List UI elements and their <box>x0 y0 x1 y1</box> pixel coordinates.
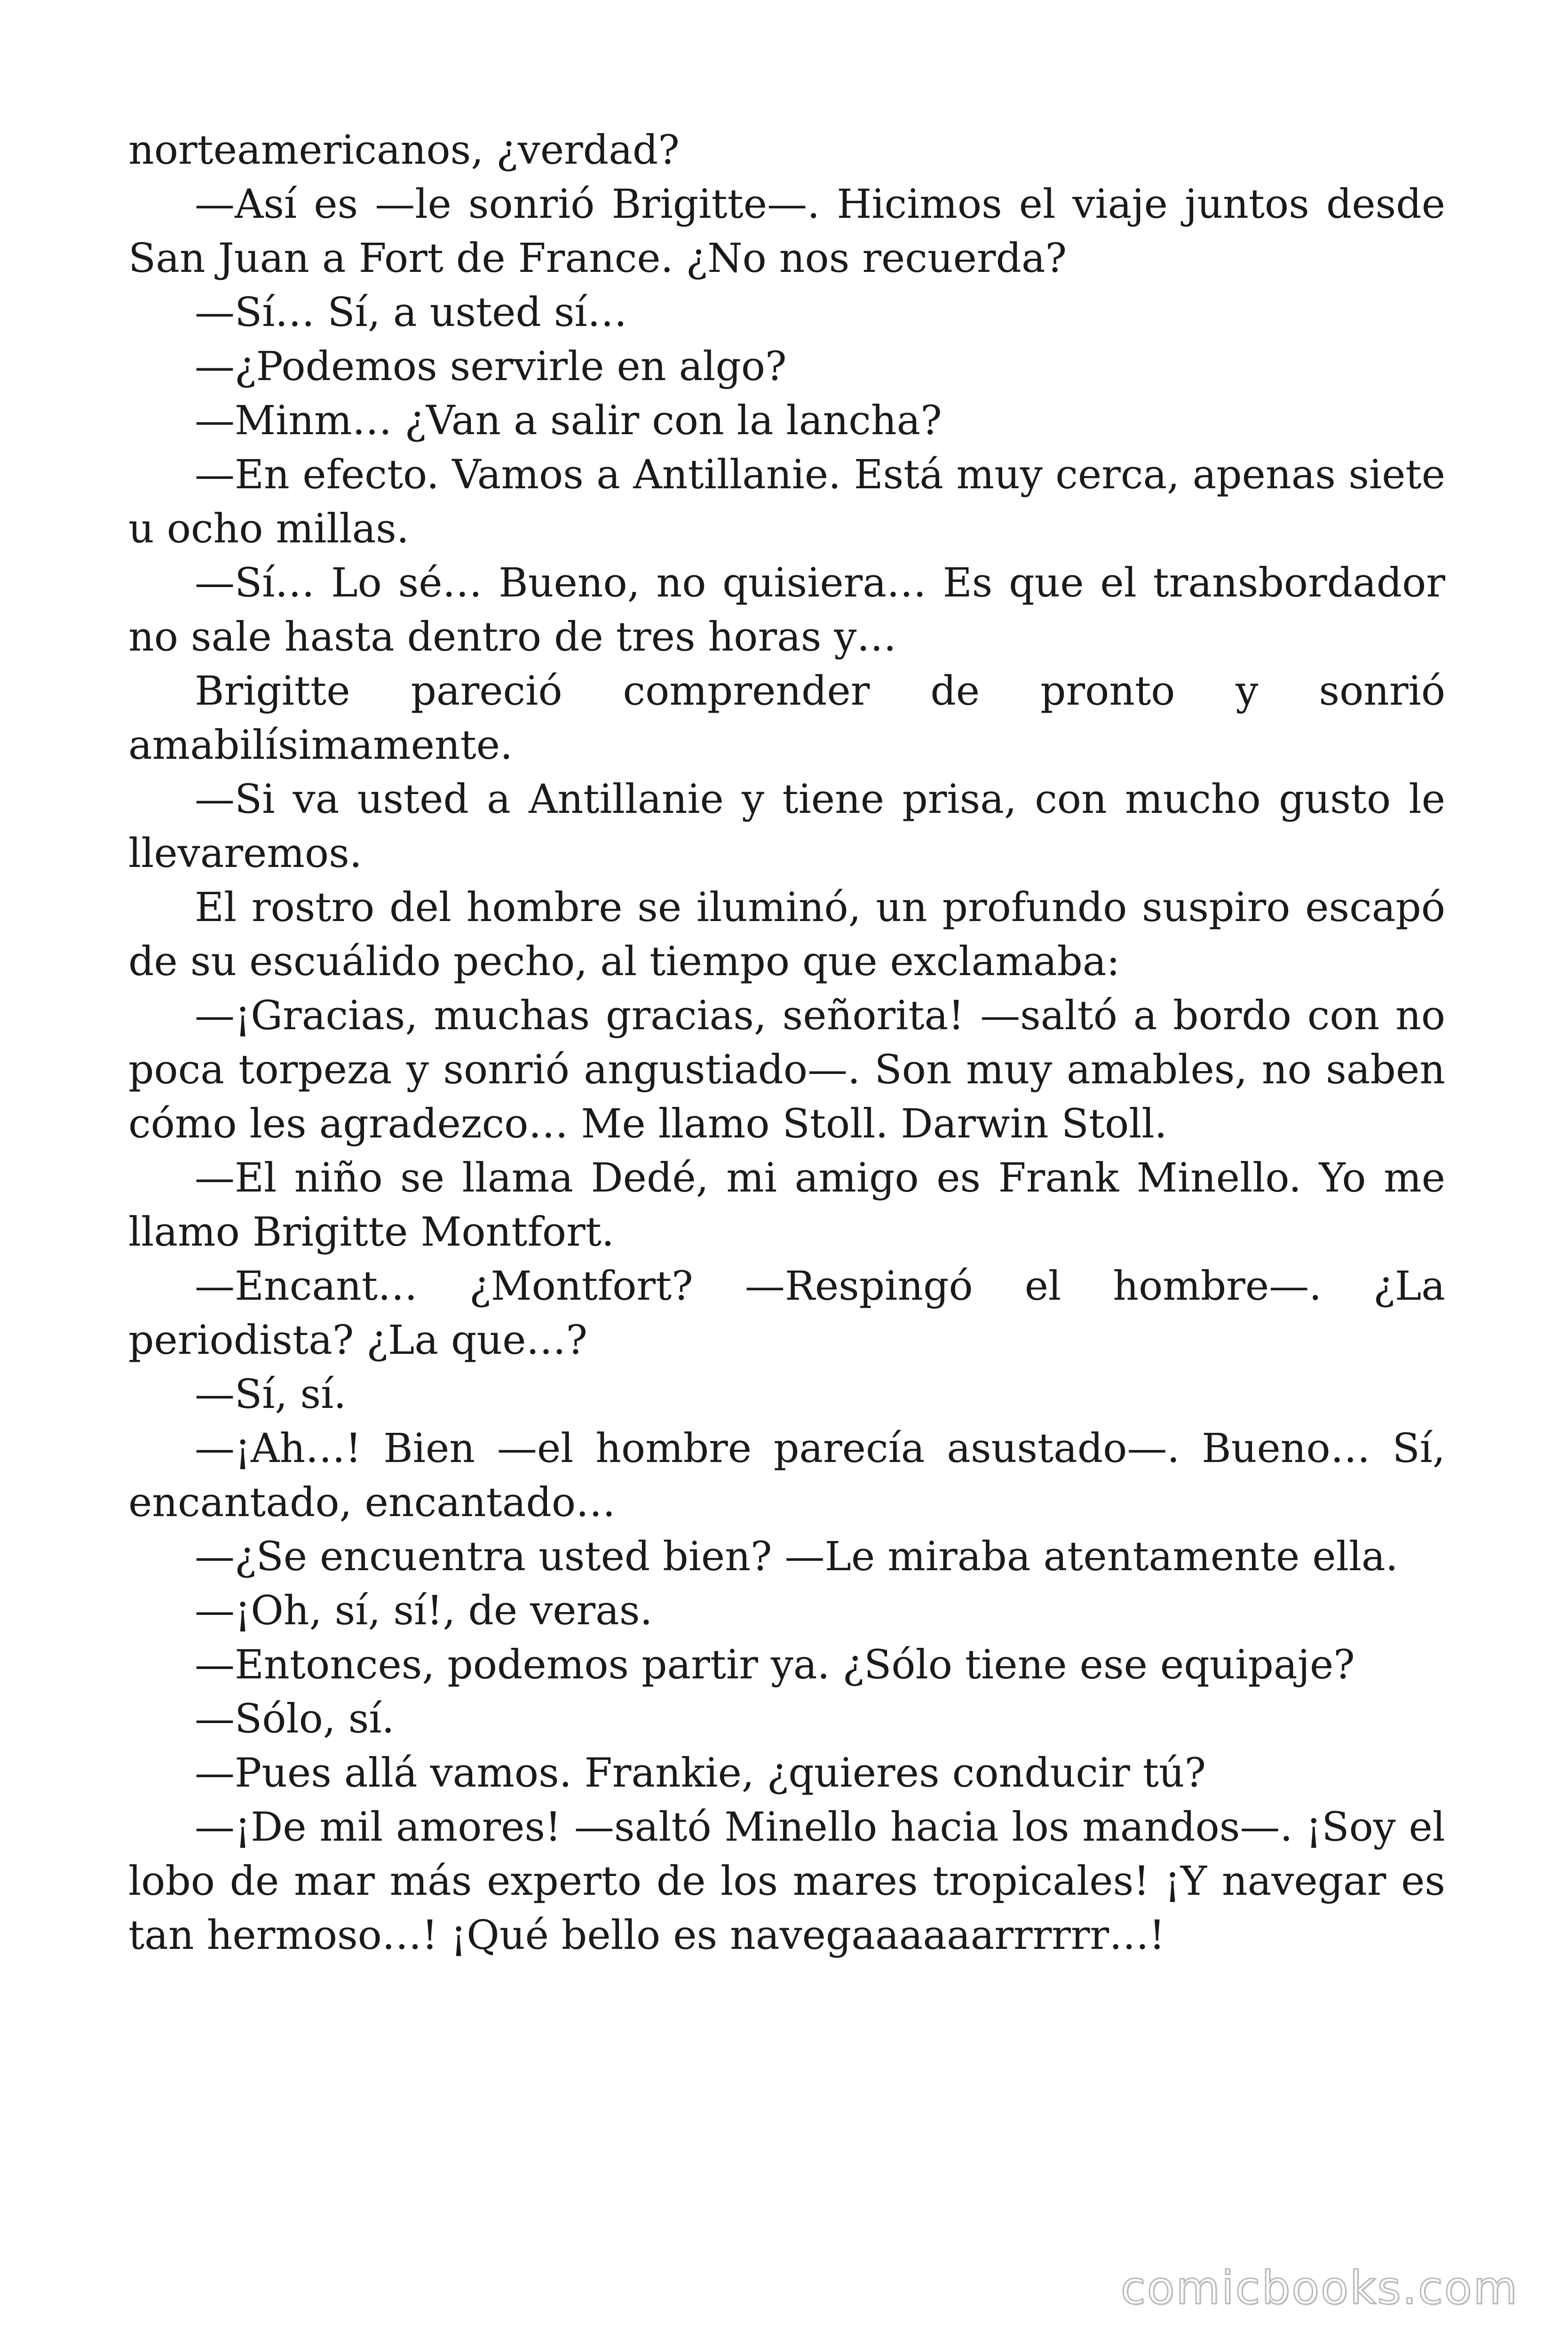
paragraph-21: —¡De mil amores! —saltó Minello hacia los mandos—. ¡Soy el lobo de mar más experto de los mares tropicales! ¡Y navegar es tan hermoso…! ¡Qué bello es navegaaaaaarrrrrr…! <box>128 1804 1445 1959</box>
page-body-text <box>128 123 1445 1963</box>
paragraph-14: —Sí, sí. <box>195 1371 347 1418</box>
paragraph-8: Brigitte pareció comprender de pronto y sonrió amabilísimamente. <box>128 668 1445 769</box>
paragraph-18: —Entonces, podemos partir ya. ¿Sólo tiene ese equipaje? <box>195 1642 1355 1688</box>
paragraph-3: —Sí… Sí, a usted sí… <box>195 289 627 336</box>
paragraph-20: —Pues allá vamos. Frankie, ¿quieres conducir tú? <box>195 1750 1206 1796</box>
paragraph-9: —Si va usted a Antillanie y tiene prisa, con mucho gusto le llevaremos. <box>128 776 1445 877</box>
paragraph-6: —En efecto. Vamos a Antillanie. Está muy cerca, apenas siete u ocho millas. <box>128 452 1445 552</box>
paragraph-15: —¡Ah…! Bien —el hombre parecía asustado—. Bueno… Sí, encantado, encantado… <box>128 1425 1445 1526</box>
paragraph-5: —Minm… ¿Van a salir con la lancha? <box>195 397 942 444</box>
paragraph-16: —¿Se encuentra usted bien? —Le miraba atentamente ella. <box>195 1534 1398 1580</box>
paragraph-19: —Sólo, sí. <box>195 1696 395 1742</box>
paragraph-1: norteamericanos, ¿verdad? <box>128 127 680 174</box>
paragraph-2: —Así es —le sonrió Brigitte—. Hicimos el viaje juntos desde San Juan a Fort de France. ¿No nos recuerda? <box>128 181 1445 282</box>
paragraph-17: —¡Oh, sí, sí!, de veras. <box>195 1588 653 1634</box>
paragraph-4: —¿Podemos servirle en algo? <box>195 343 787 390</box>
paragraph-7: —Sí… Lo sé… Bueno, no quisiera… Es que el transbordador no sale hasta dentro de tres horas y… <box>128 560 1445 660</box>
watermark-logo: comicbooks.com <box>1120 2262 1519 2314</box>
paragraph-11: —¡Gracias, muchas gracias, señorita! —saltó a bordo con no poca torpeza y sonrió angustiado—. Son muy amables, no saben cómo les agradezco… Me llamo Stoll. Darwin Stoll. <box>128 993 1445 1147</box>
paragraph-13: —Encant… ¿Montfort? —Respingó el hombre—. ¿La periodista? ¿La que…? <box>128 1263 1445 1364</box>
paragraph-10: El rostro del hombre se iluminó, un profundo suspiro escapó de su escuálido pecho, al tiempo que exclamaba: <box>128 884 1445 985</box>
paragraph-12: —El niño se llama Dedé, mi amigo es Frank Minello. Yo me llamo Brigitte Montfort. <box>128 1155 1445 1255</box>
